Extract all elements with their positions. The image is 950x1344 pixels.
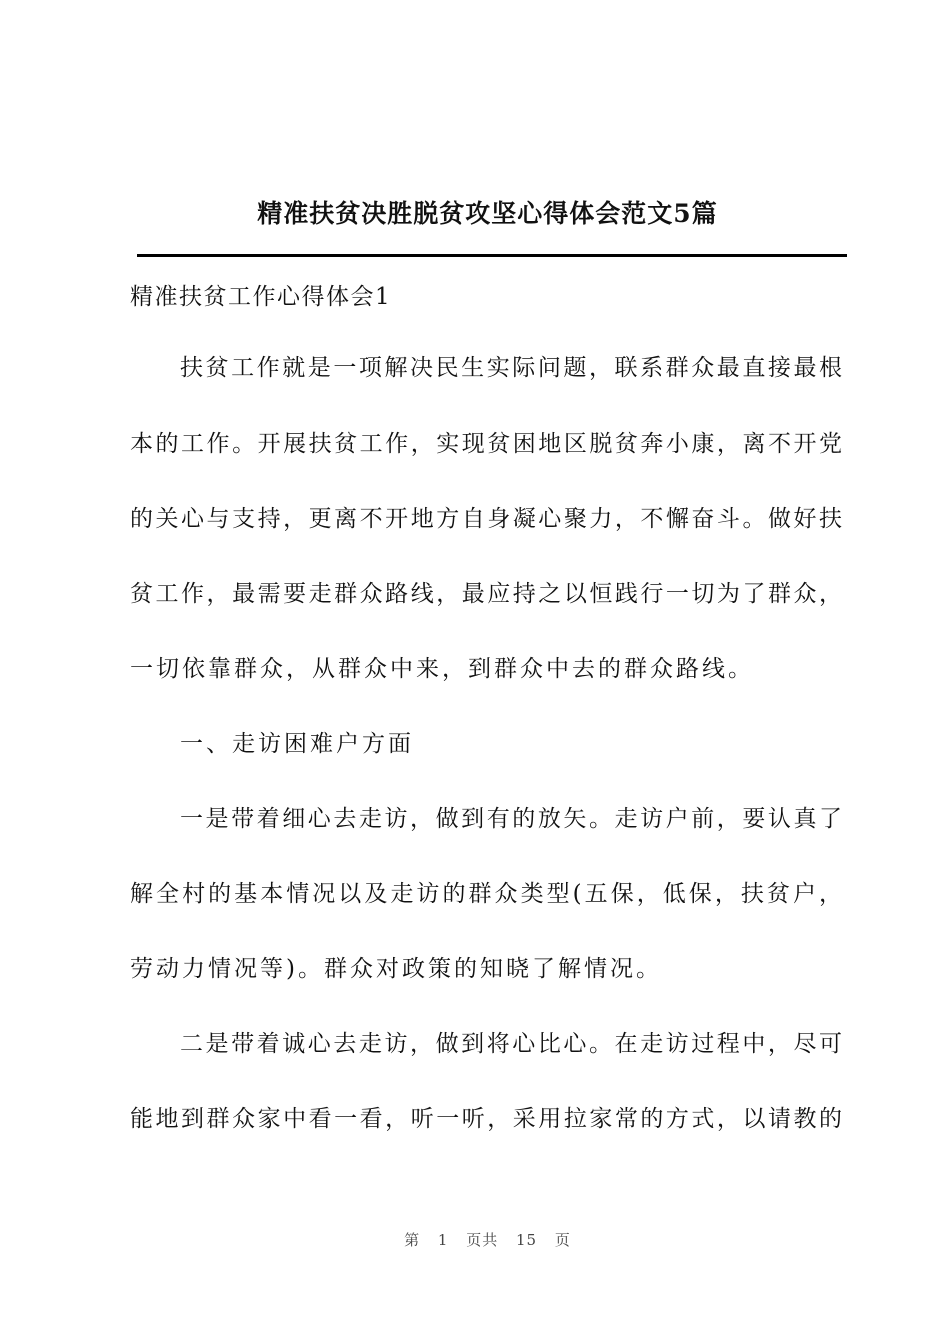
paragraph-line: 劳动力情况等)。群众对政策的知晓了解情况。	[130, 956, 662, 982]
paragraph-line: 贫工作，最需要走群众路线，最应持之以恒践行一切为了群众，	[130, 581, 842, 607]
section-heading: 精准扶贫工作心得体会1	[130, 284, 392, 310]
paragraph-line: 本的工作。开展扶贫工作，实现贫困地区脱贫奔小康，离不开党	[130, 431, 842, 457]
paragraph-line: 扶贫工作就是一项解决民生实际问题，联系群众最直接最根	[180, 355, 842, 381]
paragraph-line: 二是带着诚心去走访，做到将心比心。在走访过程中，尽可	[180, 1031, 842, 1057]
title-underline	[137, 254, 847, 257]
paragraph-line: 的关心与支持，更离不开地方自身凝心聚力，不懈奋斗。做好扶	[130, 506, 842, 532]
paragraph-line: 一切依靠群众，从群众中来，到群众中去的群众路线。	[130, 656, 754, 682]
document-title: 精准扶贫决胜脱贫攻坚心得体会范文5篇	[257, 199, 718, 228]
paragraph-line: 一是带着细心去走访，做到有的放矢。走访户前，要认真了	[180, 806, 842, 832]
paragraph-line: 解全村的基本情况以及走访的群众类型(五保，低保，扶贫户，	[130, 881, 842, 907]
subsection-heading: 一、走访困难户方面	[180, 731, 414, 757]
paragraph-line: 能地到群众家中看一看，听一听，采用拉家常的方式，以请教的	[130, 1106, 842, 1132]
page-number-footer: 第 1 页共 15 页	[404, 1231, 571, 1249]
